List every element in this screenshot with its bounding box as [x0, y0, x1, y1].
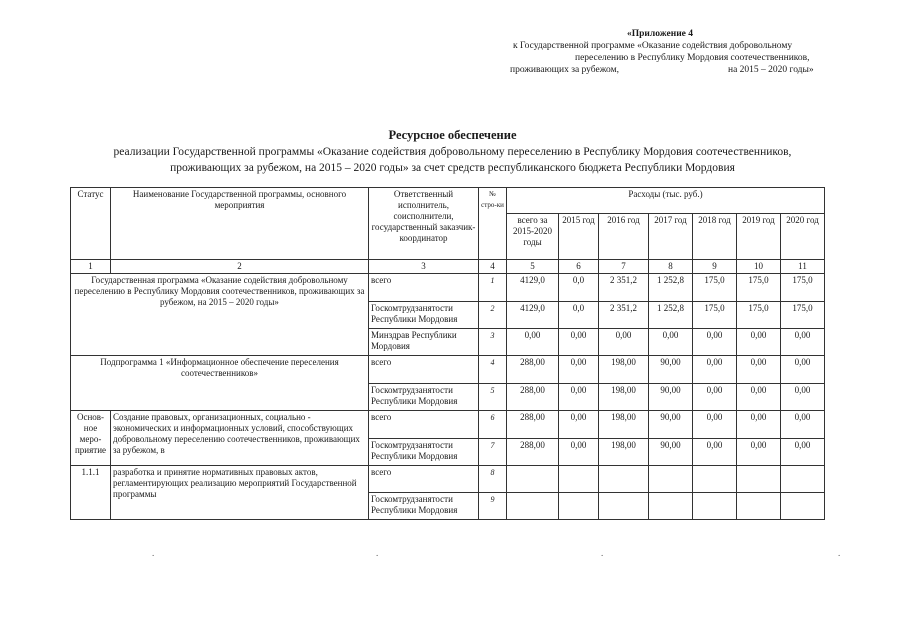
value-2018: 175,0	[693, 274, 737, 302]
value-2018	[693, 493, 737, 520]
responsible-cell: Госкомтрудзанятости Республики Мордовия	[369, 302, 479, 329]
colnum: 6	[559, 260, 599, 274]
header-2016: 2016 год	[599, 214, 649, 260]
colnum: 2	[111, 260, 369, 274]
colnum: 9	[693, 260, 737, 274]
appendix-line4b: на 2015 – 2020 годы»	[728, 65, 814, 75]
table-row	[71, 274, 825, 302]
appendix-line2: к Государственной программе «Оказание содействия добровольному	[513, 41, 793, 51]
value-2016: 198,00	[599, 384, 649, 411]
row-number: 8	[479, 466, 507, 493]
value-2016: 2 351,2	[599, 274, 649, 302]
colnum: 7	[599, 260, 649, 274]
colnum: 1	[71, 260, 111, 274]
header-2019: 2019 год	[737, 214, 781, 260]
value-2019: 175,0	[737, 274, 781, 302]
value-2018: 0,00	[693, 411, 737, 439]
value-2016: 198,00	[599, 411, 649, 439]
value-2017: 90,00	[649, 411, 693, 439]
value-2020: 0,00	[781, 439, 825, 466]
scan-speck: .	[601, 548, 604, 558]
value-2019: 0,00	[737, 356, 781, 384]
value-2020: 0,00	[781, 329, 825, 356]
table-row	[71, 356, 825, 384]
value-total: 4129,0	[507, 302, 559, 329]
row-number: 5	[479, 384, 507, 411]
value-2016: 2 351,2	[599, 302, 649, 329]
activity-name: Создание правовых, организационных, социально - экономических и информационных условий, способствующих добровольному переселению соотечественников, проживающих за рубежом, в	[111, 411, 369, 466]
header-status: Статус	[71, 188, 111, 260]
value-2019	[737, 493, 781, 520]
value-2020	[781, 493, 825, 520]
value-2019: 0,00	[737, 384, 781, 411]
value-2018: 175,0	[693, 302, 737, 329]
header-name: Наименование Государственной программы, основного мероприятия	[111, 188, 369, 260]
header-total: всего за 2015-2020 годы	[507, 214, 559, 260]
row-number: 1	[479, 274, 507, 302]
header-responsible: Ответственный исполнитель, соисполнители, государственный заказчик-координатор	[369, 188, 479, 260]
row-number: 9	[479, 493, 507, 520]
value-total: 0,00	[507, 329, 559, 356]
scan-speck: .	[376, 548, 379, 558]
value-total: 288,00	[507, 439, 559, 466]
value-2018: 0,00	[693, 329, 737, 356]
header-2015: 2015 год	[559, 214, 599, 260]
value-2020: 175,0	[781, 274, 825, 302]
responsible-cell: Минздрав Республики Мордовия	[369, 329, 479, 356]
value-2016	[599, 493, 649, 520]
value-2017: 0,00	[649, 329, 693, 356]
table-row	[71, 411, 825, 439]
value-2020: 175,0	[781, 302, 825, 329]
value-2015: 0,00	[559, 411, 599, 439]
appendix-line3: переселению в Республику Мордовия соотечественников,	[575, 53, 810, 63]
value-2015	[559, 493, 599, 520]
activity-status: Основ-ное меро-приятие	[71, 411, 111, 466]
value-2018	[693, 466, 737, 493]
value-total: 288,00	[507, 356, 559, 384]
item-name: разработка и принятие нормативных правовых актов, регламентирующих реализацию мероприятий Государственной программы	[111, 466, 369, 520]
table-row	[71, 466, 825, 493]
row-number: 3	[479, 329, 507, 356]
responsible-cell: всего	[369, 466, 479, 493]
value-2017: 1 252,8	[649, 302, 693, 329]
document-subtitle-line1: реализации Государственной программы «Оказание содействия добровольному переселению в Республику Мордовия соотечественников,	[113, 146, 792, 158]
value-2018: 0,00	[693, 384, 737, 411]
row-number: 2	[479, 302, 507, 329]
row-number: 6	[479, 411, 507, 439]
value-2015: 0,00	[559, 384, 599, 411]
value-2018: 0,00	[693, 356, 737, 384]
value-2015	[559, 466, 599, 493]
value-2020	[781, 466, 825, 493]
header-2020: 2020 год	[781, 214, 825, 260]
document-subtitle-line2: проживающих за рубежом, на 2015 – 2020 годы» за счет средств республиканского бюджета Республики Мордовия	[170, 162, 735, 174]
value-2015: 0,0	[559, 274, 599, 302]
value-2019: 0,00	[737, 439, 781, 466]
row-number: 7	[479, 439, 507, 466]
item-status: 1.1.1	[71, 466, 111, 520]
header-expenses: Расходы (тыс. руб.)	[507, 188, 825, 214]
header-2018: 2018 год	[693, 214, 737, 260]
responsible-cell: Госкомтрудзанятости Республики Мордовия	[369, 493, 479, 520]
value-2016: 0,00	[599, 329, 649, 356]
header-2017: 2017 год	[649, 214, 693, 260]
resource-table	[70, 187, 825, 520]
value-2017: 90,00	[649, 439, 693, 466]
value-2016: 198,00	[599, 356, 649, 384]
colnum: 10	[737, 260, 781, 274]
value-2017: 90,00	[649, 356, 693, 384]
value-total	[507, 466, 559, 493]
value-2020: 0,00	[781, 411, 825, 439]
value-2018: 0,00	[693, 439, 737, 466]
colnum: 5	[507, 260, 559, 274]
value-2015: 0,0	[559, 302, 599, 329]
value-2017	[649, 493, 693, 520]
value-total: 288,00	[507, 384, 559, 411]
responsible-cell: всего	[369, 356, 479, 384]
document-title: Ресурсное обеспечение	[388, 128, 517, 142]
value-total: 288,00	[507, 411, 559, 439]
value-2019: 0,00	[737, 329, 781, 356]
value-2015: 0,00	[559, 329, 599, 356]
value-2017	[649, 466, 693, 493]
value-2016: 198,00	[599, 439, 649, 466]
program-name: Государственная программа «Оказание содействия добровольному переселению в Республику Мордовия соотечественников, проживающих за рубежом, на 2015 – 2020 годы»	[71, 274, 369, 356]
value-2016	[599, 466, 649, 493]
row-number: 4	[479, 356, 507, 384]
value-2015: 0,00	[559, 356, 599, 384]
value-2020: 0,00	[781, 356, 825, 384]
colnum: 4	[479, 260, 507, 274]
responsible-cell: Госкомтрудзанятости Республики Мордовия	[369, 384, 479, 411]
colnum: 11	[781, 260, 825, 274]
value-total: 4129,0	[507, 274, 559, 302]
responsible-cell: всего	[369, 411, 479, 439]
scan-speck: .	[838, 548, 841, 558]
value-total	[507, 493, 559, 520]
value-2017: 90,00	[649, 384, 693, 411]
responsible-cell: Госкомтрудзанятости Республики Мордовия	[369, 439, 479, 466]
appendix-line1: «Приложение 4	[627, 29, 694, 39]
value-2019: 0,00	[737, 411, 781, 439]
header-rownum: № стро-ки	[479, 188, 507, 260]
value-2017: 1 252,8	[649, 274, 693, 302]
colnum: 3	[369, 260, 479, 274]
appendix-line4a: проживающих за рубежом,	[510, 65, 619, 75]
scan-speck: .	[152, 548, 155, 558]
value-2020: 0,00	[781, 384, 825, 411]
responsible-cell: всего	[369, 274, 479, 302]
value-2019	[737, 466, 781, 493]
colnum: 8	[649, 260, 693, 274]
subprogram-name: Подпрограмма 1 «Информационное обеспечение переселения соотечественников»	[71, 356, 369, 411]
value-2015: 0,00	[559, 439, 599, 466]
value-2019: 175,0	[737, 302, 781, 329]
